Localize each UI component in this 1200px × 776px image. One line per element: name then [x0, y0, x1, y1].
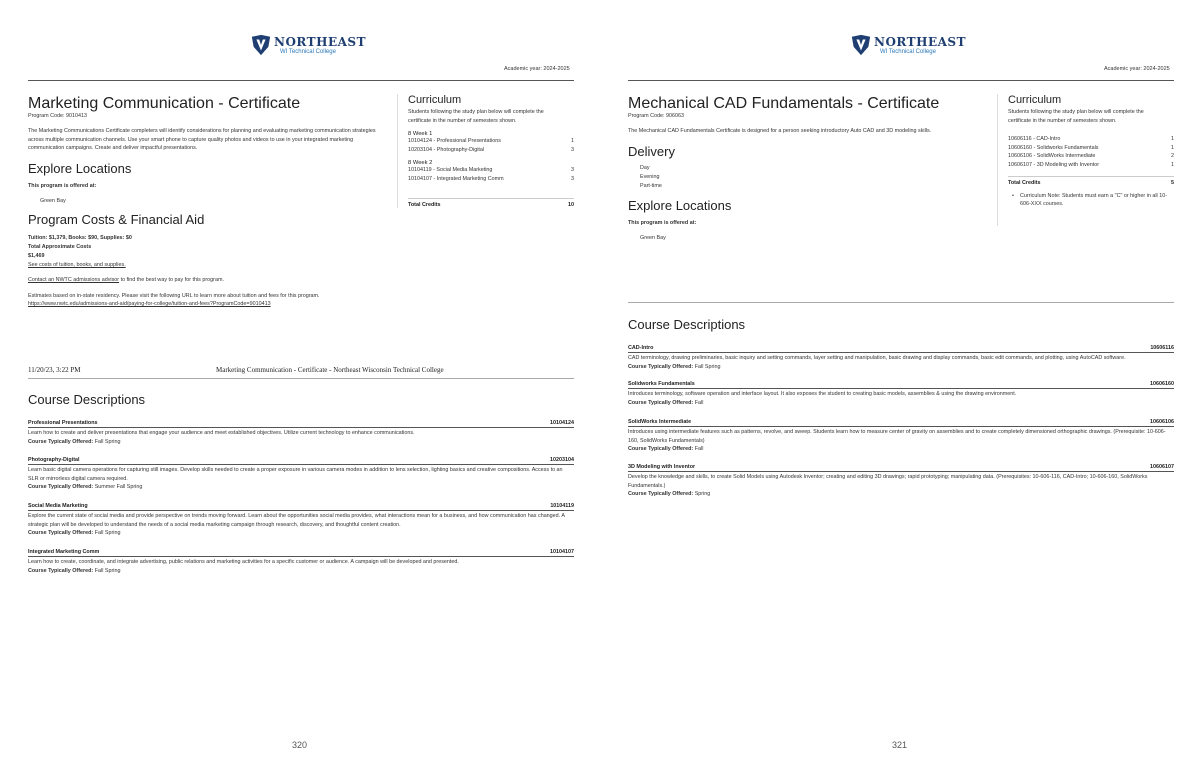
- print-divider: [28, 378, 574, 379]
- course-code: 10104124: [550, 420, 574, 426]
- course-offered: Course Typically Offered: Fall Spring: [28, 530, 121, 537]
- course-offered: Course Typically Offered: Summer Fall Spring: [28, 484, 143, 491]
- advisor-line: [28, 276, 224, 285]
- explore-locations-heading: Explore Locations: [628, 198, 732, 213]
- shield-icon: [250, 34, 272, 56]
- advisor-text: to find the best way to pay for this program.: [119, 277, 224, 283]
- delivery-option: Part-time: [640, 183, 662, 189]
- course-name: Solidworks Fundamentals: [628, 381, 695, 387]
- course-item: [628, 419, 1174, 454]
- tuition-line: Tuition: $1,379, Books: $90, Supplies: $0: [28, 235, 132, 241]
- estimates-text: Estimates based on in-state residency. Please visit the following URL to learn more about tuition and fees for this program.: [28, 293, 320, 299]
- delivery-option: Day: [640, 165, 650, 171]
- course-item: [28, 420, 574, 446]
- advisor-link[interactable]: Contact an NWTC admissions advisor: [28, 277, 120, 283]
- curriculum-total: Total Credits 5: [1008, 176, 1174, 186]
- course-offered: Course Typically Offered: Fall Spring: [628, 363, 721, 370]
- curriculum-row: 10606160 - Solidworks Fundamentals 1: [1008, 144, 1174, 151]
- curriculum-row: 10104107 - Integrated Marketing Comm 3: [408, 175, 574, 182]
- course-item: [628, 345, 1174, 371]
- course-descriptions-heading: Course Descriptions: [28, 392, 146, 407]
- curriculum-intro: Students following the study plan below will complete the certificate in the number of semesters shown.: [408, 109, 544, 124]
- page-number: 321: [892, 740, 908, 750]
- offered-at-label: This program is offered at:: [628, 220, 697, 226]
- course-offered: Course Typically Offered: Fall Spring: [28, 567, 121, 574]
- course-code: 10203104: [550, 457, 574, 463]
- print-title: Marketing Communication - Certificate - Northeast Wisconsin Technical College: [216, 366, 444, 374]
- course-item: [28, 457, 574, 492]
- curriculum-intro: Students following the study plan below will complete the certificate in the number of semesters shown.: [1008, 109, 1144, 124]
- academic-year: Academic year: 2024-2025: [1104, 66, 1170, 72]
- course-item: [28, 549, 574, 575]
- see-costs-link[interactable]: See costs of tuition, books, and supplies.: [28, 262, 126, 268]
- northeast-logo: [250, 32, 370, 58]
- course-description: Develop the knowledge and skills, to create Solid Models using Autodesk Inventor; creating and editing 3D drawings; rapid prototyping; manipulating data. (Prerequisites: 10-606-116, CAD-Intro; 10-606-160, SolidWorks Fundamentals.): [628, 474, 1148, 489]
- program-title: Mechanical CAD Fundamentals - Certificate: [628, 95, 940, 112]
- course-name: Integrated Marketing Comm: [28, 549, 100, 555]
- course-name: Social Media Marketing: [28, 503, 88, 509]
- curriculum-note: • Curriculum Note: Students must earn a "C" or higher in all 10-606-XXX courses.: [1008, 192, 1174, 209]
- curriculum-row: 10203104 - Photography-Digital 3: [408, 146, 574, 153]
- shield-icon: [850, 34, 872, 56]
- logo-subtitle: WI Technical College: [880, 48, 936, 55]
- course-offered: Course Typically Offered: Fall Spring: [28, 438, 121, 445]
- course-offered: Course Typically Offered: Fall: [628, 446, 704, 453]
- page-number: 320: [292, 740, 308, 750]
- curriculum-box: [397, 94, 574, 208]
- curriculum-row: 10606116 - CAD-Intro 1: [1008, 136, 1174, 143]
- right-page: [600, 0, 1200, 776]
- course-name: SolidWorks Intermediate: [628, 419, 692, 425]
- print-datetime: 11/20/23, 3:22 PM: [28, 366, 81, 374]
- course-description: Learn how to create and deliver presentations that engage your audience and meet established objectives. Utilize current technology to enhance communications.: [28, 430, 415, 436]
- course-description: Introduces using intermediate features such as patterns, revolve, and sweep. Students learn how to measure center of gravity on assemblies and to create completely dimensioned orthographic drawings. (Prerequisite: 10-606-160, SolidWorks Fundamentals): [628, 429, 1166, 444]
- academic-year: Academic year: 2024-2025: [504, 66, 570, 72]
- curriculum-box: [997, 94, 1174, 226]
- course-description: CAD terminology, drawing preliminaries, basic inquiry and setting commands, layer setting and manipulation, basic drawing and display commands, basic edit commands, and plotting, using AutoCAD software.: [628, 355, 1126, 361]
- curriculum-title: Curriculum: [1008, 94, 1062, 106]
- course-code: 10606107: [1150, 464, 1174, 470]
- costs-heading: Program Costs & Financial Aid: [28, 212, 205, 227]
- total-costs-label: Total Approximate Costs: [28, 244, 92, 250]
- course-offered: Course Typically Offered: Fall: [628, 399, 704, 406]
- tuition-url-link[interactable]: https://www.nwtc.edu/admissions-and-aid/paying-for-college/tuition-and-fees?ProgramCode=9010413: [28, 301, 271, 307]
- northeast-logo: [850, 32, 970, 58]
- logo-name: NORTHEAST: [274, 34, 367, 49]
- curriculum-week-2: 8 Week 2: [408, 160, 433, 167]
- logo-name: NORTHEAST: [874, 34, 967, 49]
- course-item: [628, 381, 1174, 407]
- course-offered: Course Typically Offered: Spring: [628, 491, 711, 498]
- course-name: Photography-Digital: [28, 457, 80, 463]
- section-divider: [628, 302, 1174, 303]
- course-code: 10104107: [550, 549, 574, 555]
- course-description: Introduces terminology, software operation and interface layout. It also exposes the student to creating basic models, assemblies & using the drawing environment.: [628, 391, 1017, 397]
- offered-at-label: This program is offered at:: [28, 183, 97, 189]
- course-name: 3D Modeling with Inventor: [628, 464, 696, 470]
- explore-locations-heading: Explore Locations: [28, 161, 132, 176]
- course-name: Professional Presentations: [28, 420, 98, 426]
- course-description: Explore the current state of social media and provide perspective on trends moving forward. Learn about the opportunities social media provides, what interactions mean for a business, and how communication has changed. A strategic plan will be developed to understand the needs of a social media marketing campaign through research, discovery, and thoughtful content creation.: [28, 513, 565, 528]
- course-name: CAD-Intro: [628, 345, 654, 351]
- total-costs-value: $1,469: [28, 253, 45, 259]
- program-description: The Mechanical CAD Fundamentals Certificate is designed for a person seeking introductory Auto CAD and 3D modeling skills.: [628, 128, 932, 134]
- program-title: Marketing Communication - Certificate: [28, 95, 301, 112]
- curriculum-row: 10104119 - Social Media Marketing 3: [408, 167, 574, 174]
- course-code: 10606116: [1150, 345, 1174, 351]
- course-descriptions-heading: Course Descriptions: [628, 317, 746, 332]
- course-item: [28, 503, 574, 538]
- program-code: Program Code: 906063: [628, 113, 685, 119]
- curriculum-week-1: 8 Week 1: [408, 131, 433, 138]
- course-code: 10104119: [550, 503, 574, 509]
- delivery-heading: Delivery: [628, 144, 675, 159]
- course-code: 10606160: [1150, 381, 1174, 387]
- logo-subtitle: WI Technical College: [280, 48, 336, 55]
- course-code: 10606106: [1150, 419, 1174, 425]
- header-divider: [628, 80, 1174, 81]
- curriculum-title: Curriculum: [408, 94, 462, 106]
- program-code: Program Code: 9010413: [28, 113, 88, 119]
- location: Green Bay: [640, 235, 666, 241]
- curriculum-row: 10606107 - 3D Modeling with Inventor 1: [1008, 161, 1174, 168]
- location: Green Bay: [40, 198, 66, 204]
- course-item: [628, 464, 1174, 499]
- curriculum-row: 10104124 - Professional Presentations 1: [408, 138, 574, 145]
- header-divider: [28, 80, 574, 81]
- delivery-option: Evening: [640, 174, 660, 180]
- curriculum-total: Total Credits 10: [408, 198, 574, 208]
- program-description: The Marketing Communications Certificate completers will identify considerations for planning and evaluating marketing communication strategies across multiple communication channels. Use your smart phone to capture quality photos and videos to use in your integrated marketing communication campaigns. Create and deliver impactful presentations.: [28, 128, 376, 152]
- course-description: Learn basic digital camera operations for capturing still images. Develop skills needed to create a proper exposure in various camera modes in addition to lens selection, lighting basics and creative compositions. Access to an SLR or mirrorless digital camera required.: [28, 467, 563, 482]
- course-description: Learn how to create, coordinate, and integrate advertising, public relations and marketing activities for a specific customer or audience. A campaign will be developed and presented.: [28, 559, 459, 565]
- curriculum-row: 10606106 - SolidWorks Intermediate 2: [1008, 153, 1174, 160]
